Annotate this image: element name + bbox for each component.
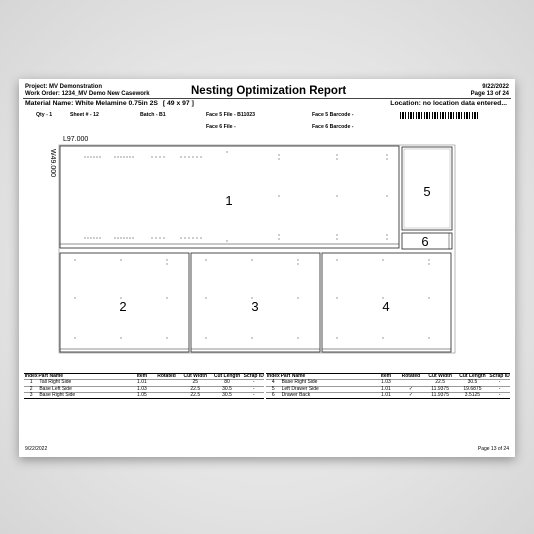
page-number: Page 13 of 24	[470, 90, 509, 97]
parts-table-left	[24, 373, 264, 399]
material-name-label: Material Name:	[25, 100, 74, 107]
col-cut-length: Cut Length	[213, 373, 241, 379]
location-text: Location: no location data entered...	[390, 100, 507, 107]
nesting-diagram	[57, 143, 457, 355]
part-label-5: 5	[423, 184, 431, 199]
qty-label: Qty - 1	[36, 112, 53, 118]
face5-file: Face 5 File - B11023	[206, 112, 256, 118]
report-page	[19, 79, 515, 457]
col-part-name: Part Name	[280, 373, 306, 379]
table-row: 4 Base Right Side 1.03 22.5 30.5 -	[266, 380, 510, 386]
project-label: Project: MV Demonstration	[25, 84, 103, 90]
length-dimension: L97.000	[63, 136, 89, 143]
table-row: 1 Tall Right Side 1.01 25 80 -	[24, 380, 264, 386]
part-label-1: 1	[225, 193, 233, 208]
face6-barcode-label: Face 6 Barcode -	[312, 124, 354, 130]
table-row: 5 Left Drawer Side 1.01 ✓ 11.9375 19.6875 -	[266, 386, 510, 392]
table-row: 6 Drawer Back 1.01 ✓ 11.9375 3.5125 -	[266, 392, 510, 398]
col-rotated: Rotated	[401, 373, 421, 379]
col-part-name: Part Name	[38, 373, 64, 379]
footer-page: Page 13 of 24	[477, 446, 509, 452]
footer-date: 9/22/2022	[25, 446, 48, 452]
part-label-2: 2	[119, 299, 127, 314]
part-label-3: 3	[251, 299, 259, 314]
col-cut-width: Cut Width	[428, 373, 452, 379]
sheet-number: Sheet # - 12	[70, 112, 99, 118]
col-scrap-id: Scrap ID	[243, 373, 264, 379]
material-name-value: White Melamine 0.75in 2S	[75, 100, 158, 107]
part-label-6: 6	[421, 234, 429, 249]
report-date: 9/22/2022	[482, 84, 509, 90]
width-dimension: W49.000	[49, 149, 56, 178]
header-divider	[23, 98, 511, 99]
material-size: [ 49 x 97 ]	[162, 100, 194, 107]
col-index: Index	[266, 373, 280, 379]
col-scrap-id: Scrap ID	[489, 373, 510, 379]
report-title: Nesting Optimization Report	[191, 85, 347, 97]
material-row	[25, 100, 194, 107]
col-cut-width: Cut Width	[183, 373, 208, 379]
col-item: Item	[380, 373, 392, 379]
part-label-4: 4	[382, 299, 390, 314]
col-rotated: Rotated	[157, 373, 176, 379]
work-order-label: Work Order: 1234_MV Demo New Casework	[25, 90, 150, 97]
table-row: 3 Base Right Side 1.05 22.5 30.5 -	[24, 392, 264, 398]
col-item: Item	[136, 373, 148, 379]
parts-table-right	[266, 373, 510, 399]
face5-barcode-label: Face 5 Barcode -	[312, 112, 354, 118]
table-row: 2 Base Left Side 1.03 22.5 30.5 -	[24, 386, 264, 392]
col-index: Index	[24, 373, 38, 379]
col-cut-length: Cut Length	[459, 373, 486, 379]
barcode-image	[400, 112, 479, 119]
batch-label: Batch - B1	[140, 112, 166, 118]
face6-file: Face 6 File -	[206, 124, 236, 130]
